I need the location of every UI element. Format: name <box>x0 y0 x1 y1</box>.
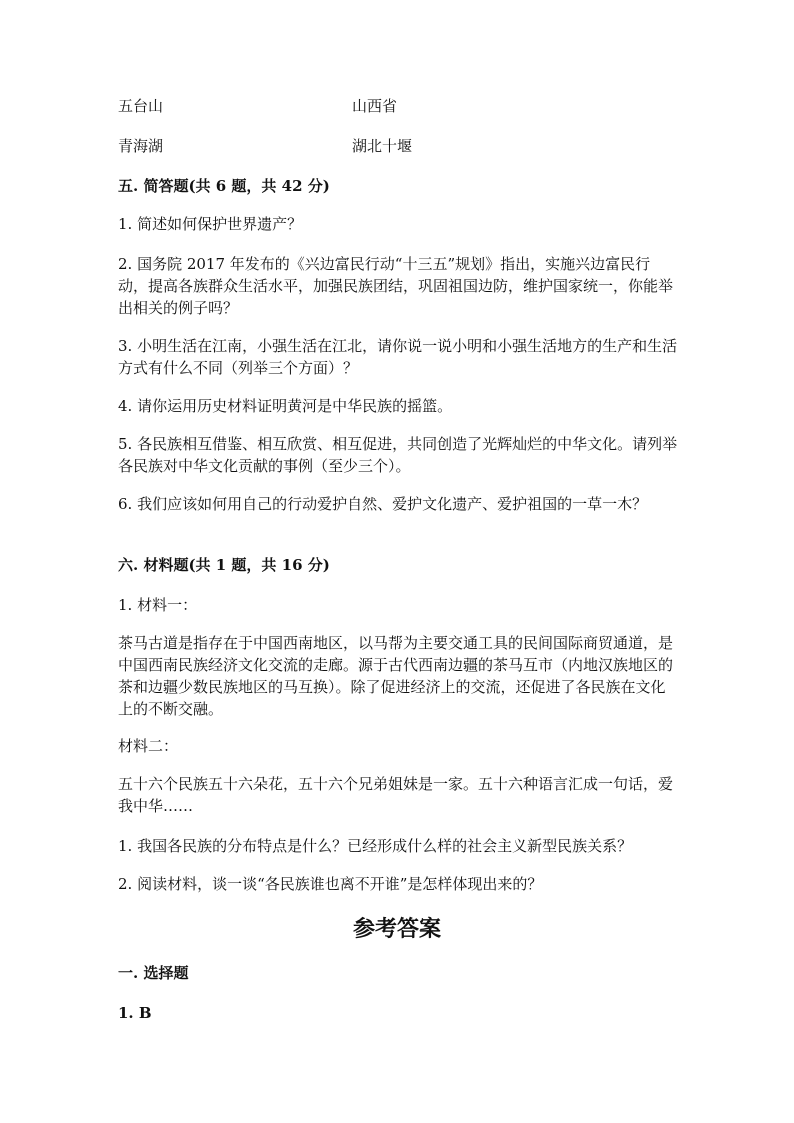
question-text: 2. 国务院 2017 年发布的《兴边富民行动“十三五”规划》指出，实施兴边富民行动，提高各族群众生活水平，加强民族团结，巩固祖国边防，维护国家统一，你能举出相关的例子吗？ <box>118 255 674 317</box>
matching-pair-row <box>118 95 678 117</box>
question-text: 3. 小明生活在江南，小强生活在江北，请你说一说小明和小强生活地方的生产和生活方式有什么不同（列举三个方面）？ <box>118 337 678 377</box>
material-label: 材料二： <box>118 737 179 755</box>
section-heading: 五. 简答题(共 6 题，共 42 分) <box>118 177 330 195</box>
question-text: 6. 我们应该如何用自己的行动爱护自然、爱护文化遗产、爱护祖国的一草一木？ <box>118 495 648 513</box>
material-text: 五十六个民族五十六朵花，五十六个兄弟姐妹是一家。五十六种语言汇成一句话，爱我中华…… <box>118 775 674 815</box>
question-label: 1. 材料一： <box>118 596 198 614</box>
answers-section-heading: 一. 选择题 <box>118 964 189 982</box>
matching-pairs <box>118 95 678 157</box>
matching-pair-row <box>118 135 678 157</box>
question-text: 1. 简述如何保护世界遗产？ <box>118 215 303 233</box>
sub-question-text: 2. 阅读材料，谈一谈“各民族谁也离不开谁”是怎样体现出来的？ <box>118 875 543 893</box>
question-text: 5. 各民族相互借鉴、相互欣赏、相互促进，共同创造了光辉灿烂的中华文化。请列举各民族对中华文化贡献的事例（至少三个）。 <box>118 435 678 475</box>
question-text: 4. 请你运用历史材料证明黄河是中华民族的摇篮。 <box>118 397 453 415</box>
matching-right: 湖北十堰 <box>352 137 413 155</box>
answer-item: 1. B <box>118 1004 152 1022</box>
sub-question-text: 1. 我国各民族的分布特点是什么？已经形成什么样的社会主义新型民族关系？ <box>118 837 633 855</box>
material-text: 茶马古道是指存在于中国西南地区，以马帮为主要交通工具的民间国际商贸通道，是中国西南民族经济文化交流的走廊。源于古代西南边疆的茶马互市（内地汉族地区的茶和边疆少数民族地区的马互换）。除了促进经济上的交流，还促进了各民族在文化上的不断交融。 <box>118 634 674 718</box>
matching-left: 五台山 <box>118 97 164 115</box>
matching-left: 青海湖 <box>118 137 164 155</box>
section-heading: 六. 材料题(共 1 题，共 16 分) <box>118 556 330 574</box>
answers-title: 参考答案 <box>352 916 441 942</box>
matching-right: 山西省 <box>352 97 398 115</box>
